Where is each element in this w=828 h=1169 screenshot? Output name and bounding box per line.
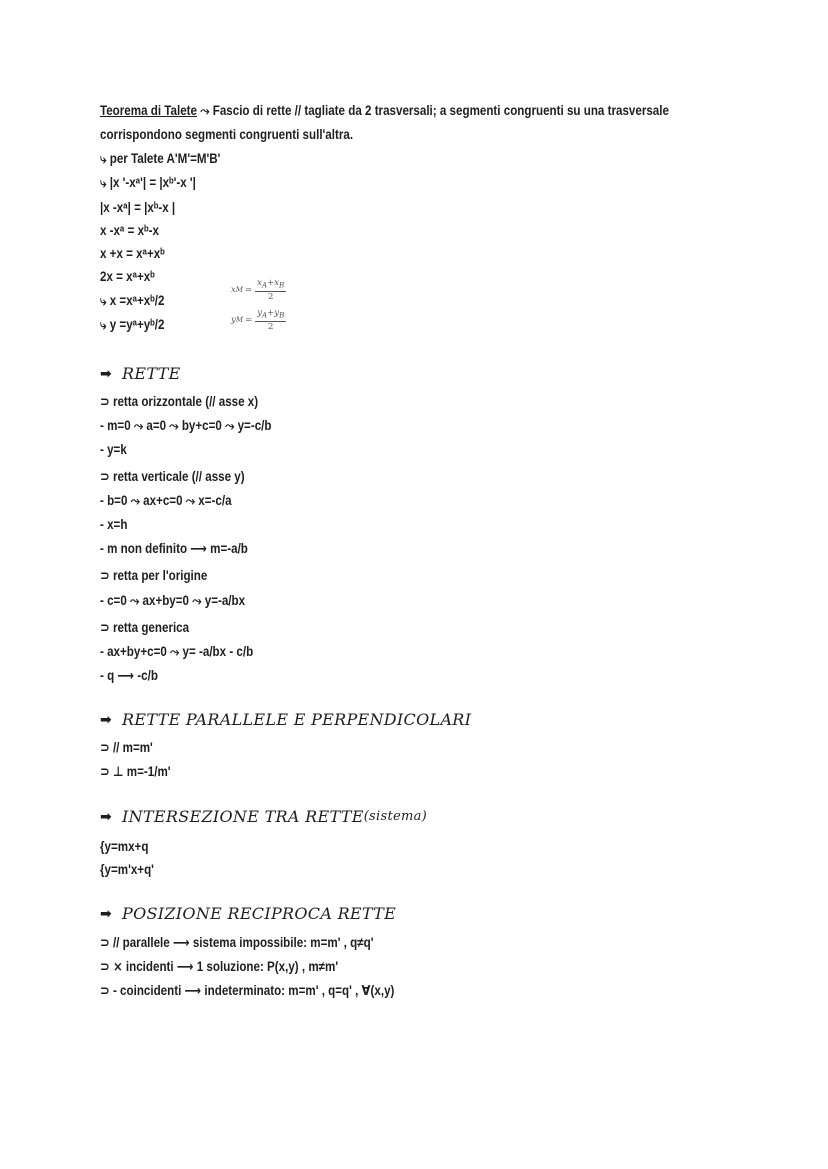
heavy-right-arrow-icon: ➡ bbox=[100, 365, 112, 381]
parallele-line: ⊃ // m=m' bbox=[100, 740, 153, 755]
talete-intro-line-1 bbox=[100, 102, 669, 120]
rette-line: - b=0 ⤳ ax+c=0 ⤳ x=-c/a bbox=[100, 493, 232, 508]
midpoint-y-formula: y M = $\frac{y_A+y_B}{2}$ bbox=[231, 308, 285, 332]
parallele-line: ⊃ ⊥ m=-1/m' bbox=[100, 764, 171, 779]
intersezione-line: {y=mx+q bbox=[100, 839, 149, 854]
rette-line: ⊃ retta generica bbox=[100, 620, 190, 635]
posizione-line: ⊃ ⨯ incidenti ⟶ 1 soluzione: P(x,y) , m≠m' bbox=[100, 959, 339, 974]
rette-line: - m=0 ⤳ a=0 ⤳ by+c=0 ⤳ y=-c/b bbox=[100, 418, 272, 433]
talete-intro-line-2: corrispondono segmenti congruenti sull'altra. bbox=[100, 127, 354, 142]
rette-line: - x=h bbox=[100, 517, 128, 532]
talete-line: x -xᵃ = xᵇ-x bbox=[100, 223, 159, 238]
talete-title: Teorema di Talete bbox=[100, 103, 198, 118]
talete-line: |x -xᵃ| = |xᵇ-x | bbox=[100, 200, 176, 215]
midpoint-x-formula: x M = $\frac{x_A+x_B}{2}$ bbox=[231, 278, 285, 302]
section-heading-rette: ➡ RETTE bbox=[100, 364, 181, 383]
talete-line: ⤷ y =yᵃ+yᵇ/2 bbox=[100, 317, 165, 332]
section-heading-parallele: ➡ RETTE PARALLELE E PERPENDICOLARI bbox=[100, 710, 472, 729]
talete-line: ⤷ |x '-xᵃ'| = |xᵇ'-x '| bbox=[100, 175, 196, 190]
section-heading-intersezione: ➡ INTERSEZIONE TRA RETTE (sistema) bbox=[100, 807, 428, 826]
posizione-line: ⊃ // parallele ⟶ sistema impossibile: m=m' , q≠q' bbox=[100, 935, 374, 950]
talete-line: ⤷ x =xᵃ+xᵇ/2 bbox=[100, 293, 165, 308]
talete-line: ⤷ per Talete A'M'=M'B' bbox=[100, 151, 221, 166]
talete-intro-1: ⤳ Fascio di rette // tagliate da 2 trasversali; a segmenti congruenti su una trasversale bbox=[197, 103, 669, 118]
rette-line: - q ⟶ -c/b bbox=[100, 668, 158, 683]
rette-line: ⊃ retta orizzontale (// asse x) bbox=[100, 394, 259, 409]
rette-line: - c=0 ⤳ ax+by=0 ⤳ y=-a/bx bbox=[100, 593, 246, 608]
talete-line: x +x = xᵃ+xᵇ bbox=[100, 246, 165, 261]
rette-line: - y=k bbox=[100, 442, 127, 457]
section-heading-posizione: ➡ POSIZIONE RECIPROCA RETTE bbox=[100, 904, 397, 923]
rette-line: ⊃ retta verticale (// asse y) bbox=[100, 469, 245, 484]
talete-line: 2x = xᵃ+xᵇ bbox=[100, 269, 155, 284]
heavy-right-arrow-icon: ➡ bbox=[100, 808, 112, 824]
intersezione-line: {y=m'x+q' bbox=[100, 862, 154, 877]
heavy-right-arrow-icon: ➡ bbox=[100, 905, 112, 921]
rette-line: - m non definito ⟶ m=-a/b bbox=[100, 541, 248, 556]
rette-line: ⊃ retta per l'origine bbox=[100, 568, 208, 583]
heavy-right-arrow-icon: ➡ bbox=[100, 711, 112, 727]
posizione-line: ⊃ - coincidenti ⟶ indeterminato: m=m' , q=q' , ∀(x,y) bbox=[100, 983, 395, 998]
rette-line: - ax+by+c=0 ⤳ y= -a/bx - c/b bbox=[100, 644, 254, 659]
